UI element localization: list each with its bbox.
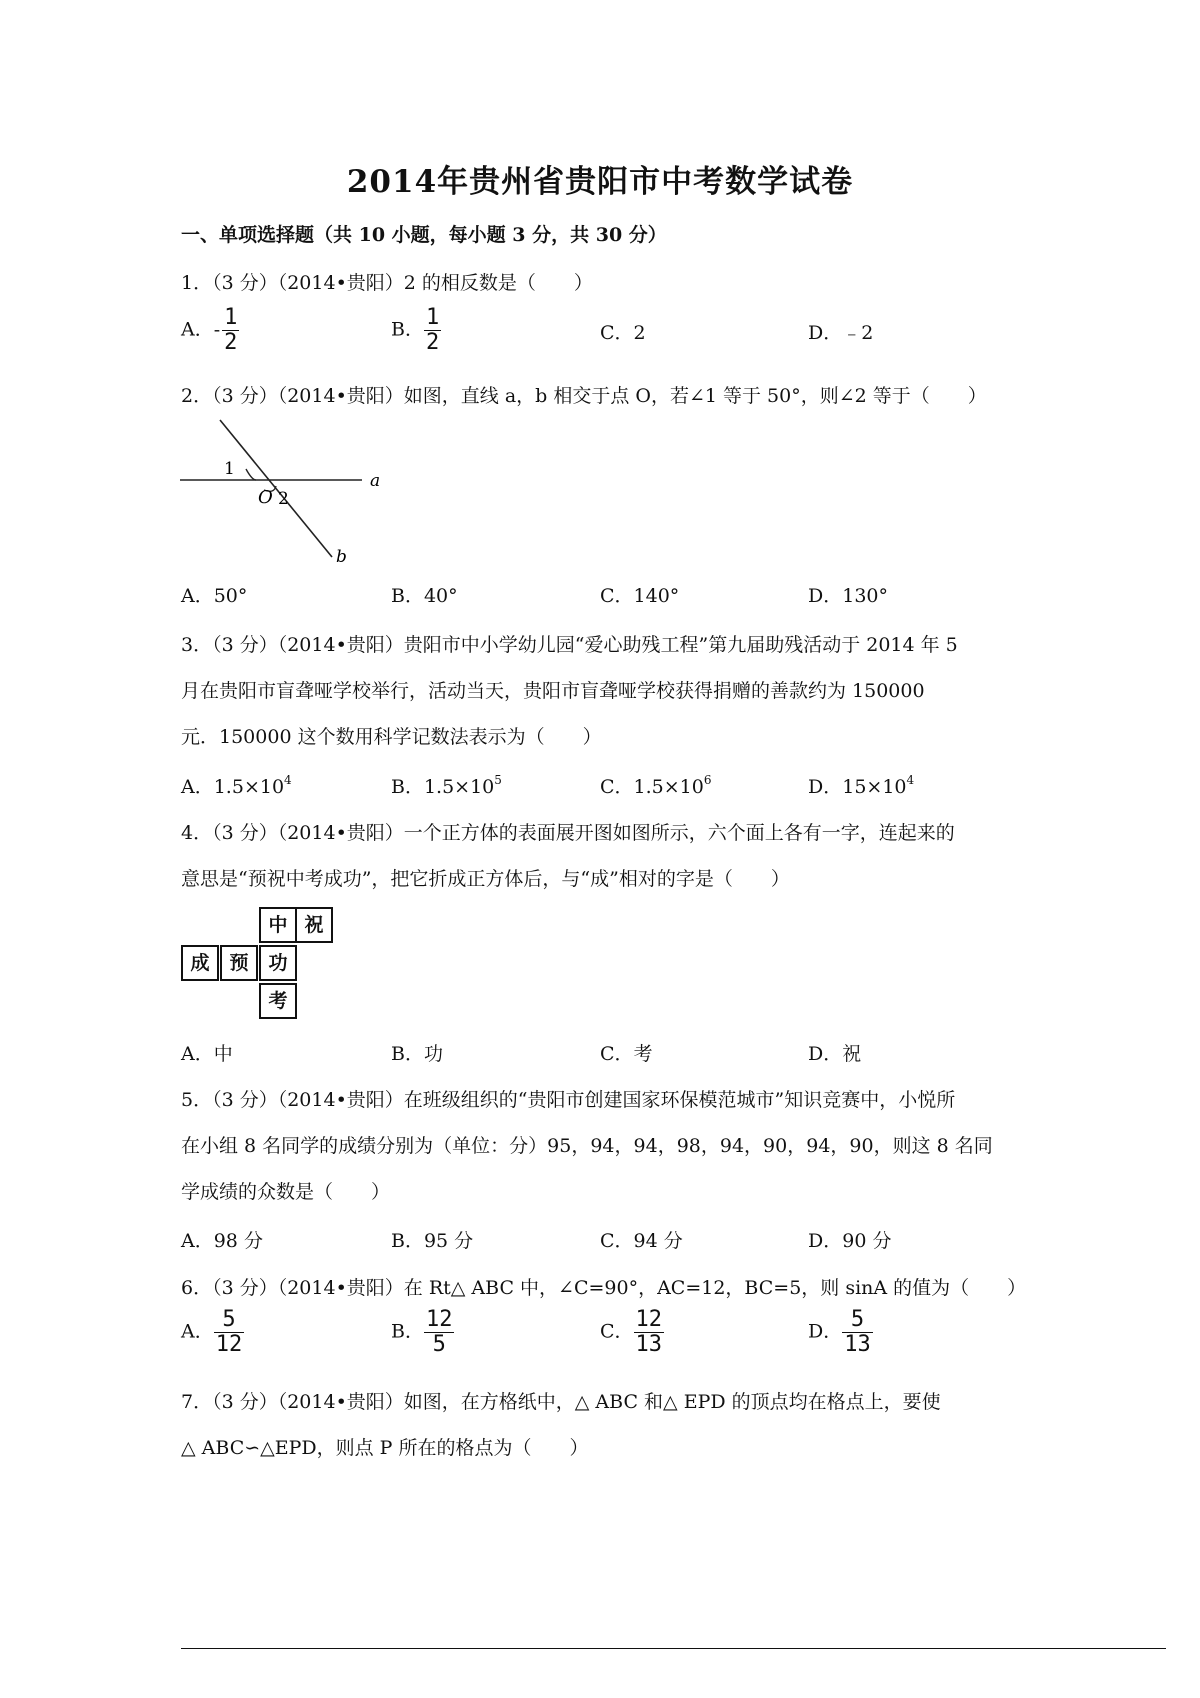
q2-option-d: D．130°: [808, 585, 888, 607]
question-6: 6．（3 分）（2014•贵阳）在 Rt△ ABC 中，∠C=90°，AC=12，BC=5，则 sinA 的值为（ ）: [181, 1277, 1027, 1299]
q6-a-fraction: $\frac{5}{12}$: [215, 1307, 243, 1357]
q6-option-c: C． $\frac{12}{13}$: [600, 1307, 663, 1357]
q1-option-a: A．- $\frac{1}{2}$: [181, 305, 238, 355]
q6-option-b: B． $\frac{12}{5}$: [391, 1307, 453, 1357]
q3-option-d: D．$15\times 10^4$: [808, 773, 915, 798]
q6-b-fraction: $\frac{12}{5}$: [425, 1307, 453, 1357]
q3-option-b: B．$1.5\times 10^5$: [391, 773, 502, 798]
question-5-line-2: 在小组 8 名同学的成绩分别为（单位：分）95，94，94，98，94，90，94，90，则这 8 名同: [181, 1135, 993, 1157]
question-3-line-3: 元．150000 这个数用科学记数法表示为（ ）: [181, 726, 602, 748]
q5-option-c: C．94 分: [600, 1230, 683, 1252]
q5-option-a: A．98 分: [181, 1230, 263, 1252]
section-heading: 一、单项选择题（共 10 小题，每小题 3 分，共 30 分）: [181, 224, 667, 246]
q1-b-fraction: $\frac{1}{2}$: [425, 305, 440, 355]
q4-option-b: B．功: [391, 1043, 443, 1065]
question-4-line-2: 意思是“预祝中考成功”，把它折成正方体后，与“成”相对的字是（ ）: [181, 868, 790, 890]
q3-option-c: C．$1.5\times 10^6$: [600, 773, 712, 798]
cube-net-figure: [181, 907, 331, 1019]
line-b: [220, 420, 332, 557]
page-title: 2014年贵州省贵阳市中考数学试卷: [346, 164, 854, 200]
question-3-line-2: 月在贵阳市盲聋哑学校举行，活动当天，贵阳市盲聋哑学校获得捐赠的善款约为 150000: [181, 680, 925, 702]
net-cell-cheng: 成: [181, 945, 219, 981]
q5-option-d: D．90 分: [808, 1230, 892, 1252]
net-cell-kao: 考: [259, 983, 297, 1019]
q1-a-fraction: $\frac{1}{2}$: [224, 305, 238, 355]
q6-option-d: D． $\frac{5}{13}$: [808, 1307, 871, 1357]
q1-option-c: C．2: [600, 322, 646, 344]
point-o-label: O: [258, 487, 273, 508]
angle-1-label: 1: [224, 459, 235, 479]
intersecting-lines-figure: [180, 414, 395, 569]
q4-option-d: D．祝: [808, 1043, 862, 1065]
q2-option-b: B．40°: [391, 585, 458, 607]
line-a-label: a: [370, 471, 381, 491]
question-7-line-2: △ ABC∽△EPD，则点 P 所在的格点为（ ）: [181, 1437, 589, 1459]
q1-option-d: D．﹣2: [808, 322, 874, 344]
angle-1-arc: [246, 469, 256, 480]
question-2: 2．（3 分）（2014•贵阳）如图，直线 a，b 相交于点 O，若∠1 等于 50°，则∠2 等于（ ）: [181, 385, 987, 407]
q2-option-a: A．50°: [181, 585, 248, 607]
angle-2-label: 2: [278, 489, 289, 509]
question-5-line-3: 学成绩的众数是（ ）: [181, 1181, 391, 1203]
q4-option-a: A．中: [181, 1043, 233, 1065]
q5-option-b: B．95 分: [391, 1230, 474, 1252]
question-7-line-1: 7．（3 分）（2014•贵阳）如图，在方格纸中，△ ABC 和△ EPD 的顶点均在格点上，要使: [181, 1391, 941, 1413]
question-1: 1．（3 分）（2014•贵阳）2 的相反数是（ ）: [181, 272, 593, 294]
q6-d-fraction: $\frac{5}{13}$: [844, 1307, 871, 1357]
net-cell-gong: 功: [259, 945, 297, 981]
q6-c-fraction: $\frac{12}{13}$: [635, 1307, 663, 1357]
q2-option-c: C．140°: [600, 585, 680, 607]
q3-option-a: A．$1.5\times 10^4$: [181, 773, 292, 798]
net-cell-yu: 预: [220, 945, 258, 981]
net-cell-zhu: 祝: [295, 907, 333, 943]
q1-option-b: B． $\frac{1}{2}$: [391, 305, 440, 355]
line-b-label: b: [336, 547, 347, 567]
net-cell-zhong: 中: [259, 907, 297, 943]
question-4-line-1: 4．（3 分）（2014•贵阳）一个正方体的表面展开图如图所示，六个面上各有一字，连起来的: [181, 822, 955, 844]
q4-option-c: C．考: [600, 1043, 653, 1065]
q6-option-a: A． $\frac{5}{12}$: [181, 1307, 243, 1357]
footer-rule: [181, 1648, 1166, 1649]
question-5-line-1: 5．（3 分）（2014•贵阳）在班级组织的“贵阳市创建国家环保模范城市”知识竞赛中，小悦所: [181, 1089, 956, 1111]
question-3-line-1: 3．（3 分）（2014•贵阳）贵阳市中小学幼儿园“爱心助残工程”第九届助残活动于 2014 年 5: [181, 634, 958, 656]
